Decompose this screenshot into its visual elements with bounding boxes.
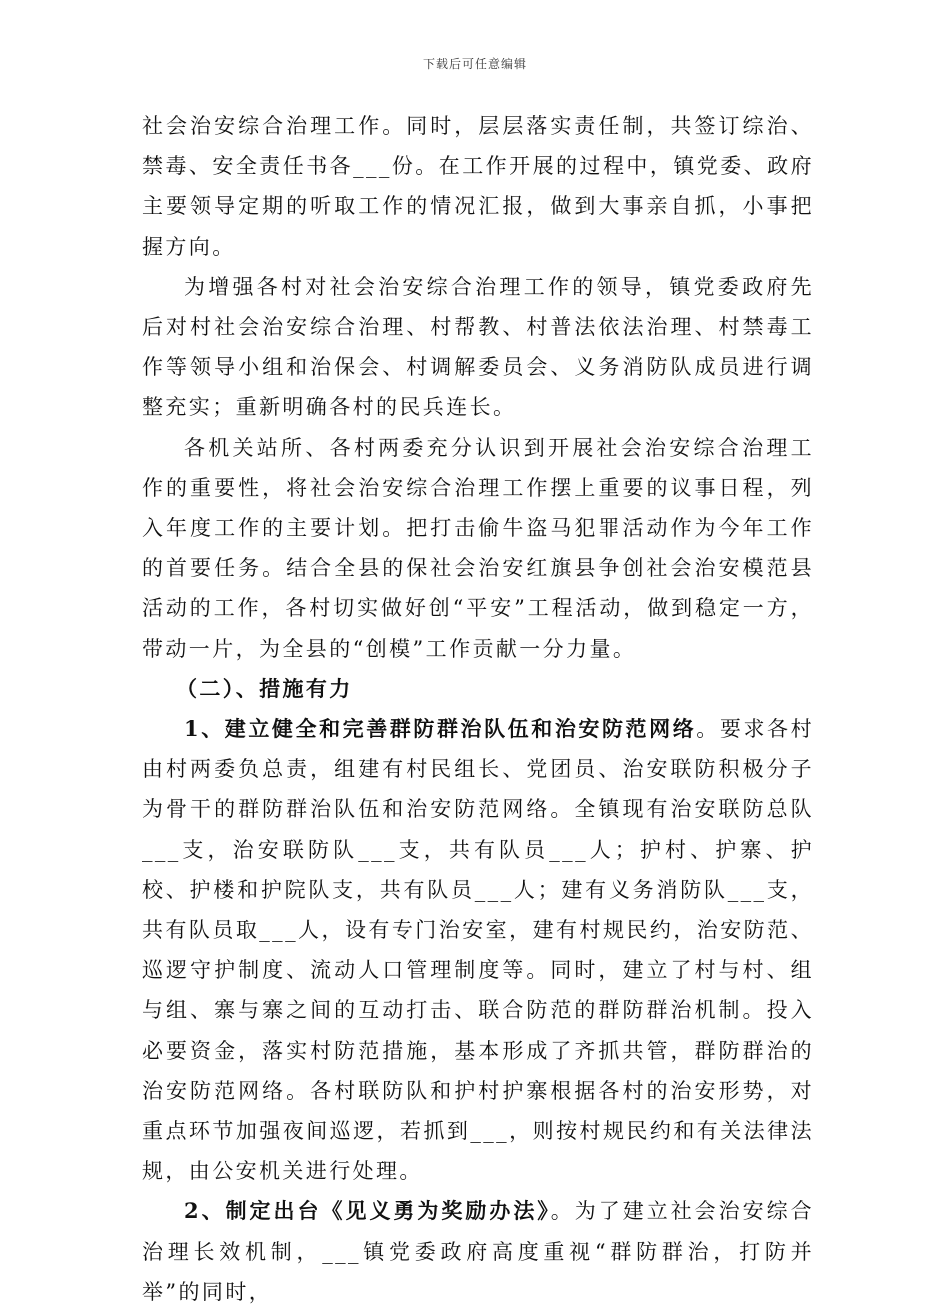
paragraph-3: 各机关站所、各村两委充分认识到开展社会治安综合治理工作的重要性，将社会治安综合治理工作摆上重要的议事日程，列入年度工作的主要计划。把打击偷牛盗马犯罪活动作为今年工作的首要任务。结合全县的保社会治安红旗县争创社会治安模范县活动的工作，各村切实做好创“平安”工程活动，做到稳定一方，带动一片，为全县的“创模”工作贡献一分力量。	[142, 435, 814, 661]
section-heading: （二）、措施有力	[176, 675, 353, 701]
header-note: 下载后可任意编辑	[422, 57, 527, 71]
item-1-lead: 1、建立健全和完善群防群治队伍和治安防范网络	[184, 716, 697, 742]
item-2-paragraph	[142, 1191, 814, 1312]
item-1-text: 。要求各村由村两委负总责，组建有村民组长、党团员、治安联防积极分子为骨干的群防群治队伍和治安防范网络。全镇现有治安联防总队___支，治安联防队___支，共有队员___人；护村、护寨、护校、护楼和护院队支，共有队员___人；建有义务消防队___支，共有队员取___人，设有专门治安室，建有村规民约，治安防范、巡逻守护制度、流动人口管理制度等。同时，建立了村与村、组与组、寨与寨之间的互动打击、联合防范的群防群治机制。投入必要资金，落实村防范措施，基本形成了齐抓共管，群防群治的治安防范网络。各村联防队和护村护寨根据各村的治安形势，对重点环节加强夜间巡逻，若抓到___，则按村规民约和有关法律法规，由公安机关进行处理。	[142, 717, 815, 1184]
paragraph-1: 社会治安综合治理工作。同时，层层落实责任制，共签订综治、禁毒、安全责任书各___份。在工作开展的过程中，镇党委、政府主要领导定期的听取工作的情况汇报，做到大事亲自抓，小事把握方向。	[142, 114, 814, 259]
item-2-text: 。为了建立社会治安综合治理长效机制，___镇党委政府高度重视“群防群治，打防并举”的同时，	[142, 1199, 814, 1304]
document-body	[142, 106, 814, 1312]
paragraph-2: 为增强各村对社会治安综合治理工作的领导，镇党委政府先后对村社会治安综合治理、村帮教、村普法依法治理、村禁毒工作等领导小组和治保会、村调解委员会、义务消防队成员进行调整充实；重新明确各村的民兵连长。	[142, 274, 814, 420]
item-2-lead: 2、制定出台《见义勇为奖励办法》	[184, 1198, 551, 1224]
item-1-paragraph	[142, 709, 814, 1191]
